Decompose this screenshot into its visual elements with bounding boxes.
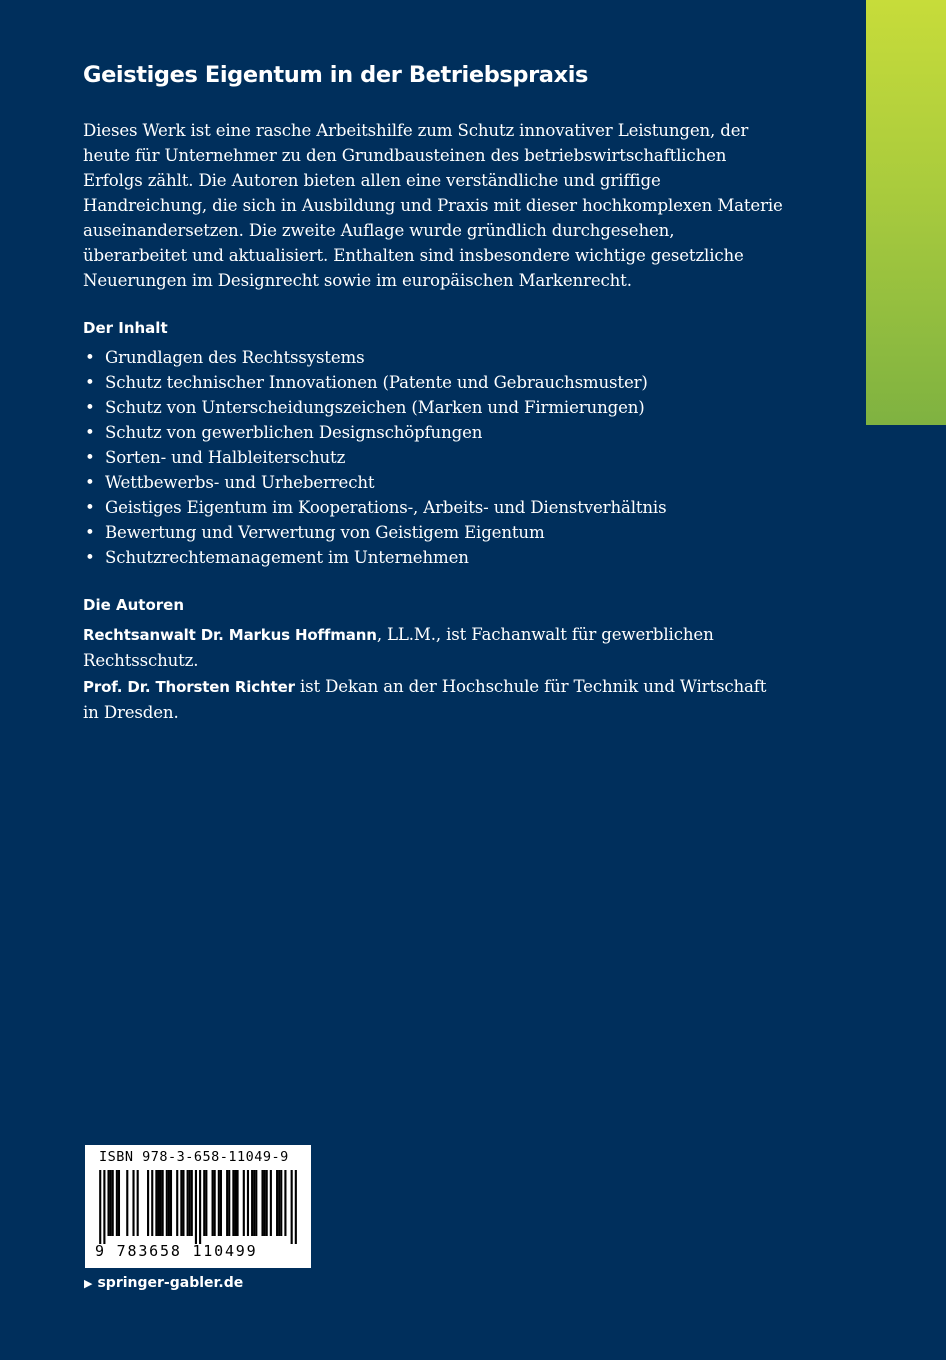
barcode-bar [228, 1170, 230, 1236]
list-item: • Schutz technischer Innovationen (Patente und Gebrauchsmuster) [83, 370, 783, 395]
barcode-bar [155, 1170, 157, 1236]
barcode-bar [247, 1170, 249, 1236]
barcode-bar [137, 1170, 139, 1236]
barcode-bar [112, 1170, 114, 1236]
list-item: • Wettbewerbs- und Urheberrecht [83, 470, 783, 495]
barcode-bar [234, 1170, 236, 1236]
barcode-bar [214, 1170, 216, 1236]
barcode-bar [103, 1170, 105, 1244]
barcode-bar [191, 1170, 193, 1236]
barcode-bar [118, 1170, 120, 1236]
barcode-bar [232, 1170, 234, 1236]
barcode-bar [284, 1170, 286, 1236]
barcode-bar [110, 1170, 112, 1236]
barcode-bar [132, 1170, 134, 1236]
list-item: • Sorten- und Halbleiterschutz [83, 445, 783, 470]
back-cover-content [83, 62, 783, 726]
barcode-bar [151, 1170, 153, 1236]
barcode-bar [160, 1170, 162, 1236]
author-1-name: Rechtsanwalt Dr. Markus Hoffmann [83, 626, 377, 644]
barcode-bar [253, 1170, 255, 1236]
list-item: • Schutz von Unterscheidungszeichen (Marken und Firmierungen) [83, 395, 783, 420]
barcode-bar [126, 1170, 128, 1236]
barcode-bar [162, 1170, 164, 1236]
barcode-bar [236, 1170, 238, 1236]
barcode-bar [189, 1170, 191, 1236]
publisher-link[interactable] [84, 1275, 243, 1291]
barcode-bar [99, 1170, 101, 1244]
barcode-bar [255, 1170, 257, 1236]
author-2-text: ist Dekan an der Hochschule für Technik und Wirtschaft in Dresden. [83, 677, 767, 722]
list-item: • Schutz von gewerblichen Designschöpfungen [83, 420, 783, 445]
barcode-bar [107, 1170, 109, 1236]
barcode-bar [166, 1170, 168, 1236]
publisher-url: springer-gabler.de [97, 1275, 244, 1291]
barcode-bar [270, 1170, 272, 1236]
barcode-bar [168, 1170, 170, 1236]
authors-heading: Die Autoren [83, 596, 185, 614]
list-item: • Geistiges Eigentum im Kooperations-, Arbeits- und Dienstverhältnis [83, 495, 783, 520]
author-1-text: , LL.M., ist Fachanwalt für gewerblichen Rechtsschutz. [83, 625, 714, 670]
intro-paragraph: Dieses Werk ist eine rasche Arbeitshilfe zum Schutz innovativer Leistungen, der heute für Unternehmer zu den Grundbausteinen des betriebswirtschaftlichen Erfolgs zählt. Die Autoren bieten allen eine verständliche und griffige Handreichung, die sich in Ausbildung und Praxis mit dieser hochkomplexen Materie auseinandersetzen. Die zweite Auflage wurde gründlich durchgesehen, überarbeitet und aktualisiert. Enthalten sind insbesondere wichtige gesetzliche Neuerungen im Designrecht sowie im europäischen Markenrecht. [83, 121, 783, 290]
barcode-bar [280, 1170, 282, 1236]
barcode-bar [203, 1170, 205, 1236]
barcode-bar [147, 1170, 149, 1236]
barcode-bar [243, 1170, 245, 1236]
barcode-bar [170, 1170, 172, 1236]
isbn-digits: 9 783658 110499 [95, 1242, 258, 1260]
barcode-bar [218, 1170, 220, 1236]
barcode-bar [220, 1170, 222, 1236]
book-title: Geistiges Eigentum in der Betriebspraxis [83, 62, 589, 88]
barcode-bar [176, 1170, 178, 1236]
isbn-barcode [85, 1145, 311, 1268]
barcode-bar [205, 1170, 207, 1236]
barcode-bar [266, 1170, 268, 1236]
isbn-label: ISBN 978-3-658-11049-9 [99, 1149, 289, 1165]
contents-heading: Der Inhalt [83, 319, 168, 337]
barcode-bar [212, 1170, 214, 1236]
barcode-bar [295, 1170, 297, 1244]
barcode-bar [187, 1170, 189, 1236]
authors-paragraph [83, 622, 783, 726]
barcode-bar [180, 1170, 182, 1236]
play-arrow-icon: ▶ [84, 1277, 93, 1290]
barcode-bar [226, 1170, 228, 1236]
list-item: • Bewertung und Verwertung von Geistigem Eigentum [83, 520, 783, 545]
barcode-bar [199, 1170, 201, 1244]
barcode-bar [251, 1170, 253, 1236]
barcode-bar [264, 1170, 266, 1236]
barcode-bar [182, 1170, 184, 1236]
accent-bar [866, 0, 946, 425]
barcode-bar [157, 1170, 159, 1236]
contents-list [83, 345, 783, 570]
list-item: • Grundlagen des Rechtssystems [83, 345, 783, 370]
barcode-bar [261, 1170, 263, 1236]
barcode-bar [291, 1170, 293, 1244]
barcode-bar [278, 1170, 280, 1236]
barcode-bar [116, 1170, 118, 1236]
barcode-bars [95, 1170, 301, 1244]
barcode-bar [276, 1170, 278, 1236]
barcode-bar [195, 1170, 197, 1244]
author-2-name: Prof. Dr. Thorsten Richter [83, 678, 295, 696]
list-item: • Schutzrechtemanagement im Unternehmen [83, 545, 783, 570]
